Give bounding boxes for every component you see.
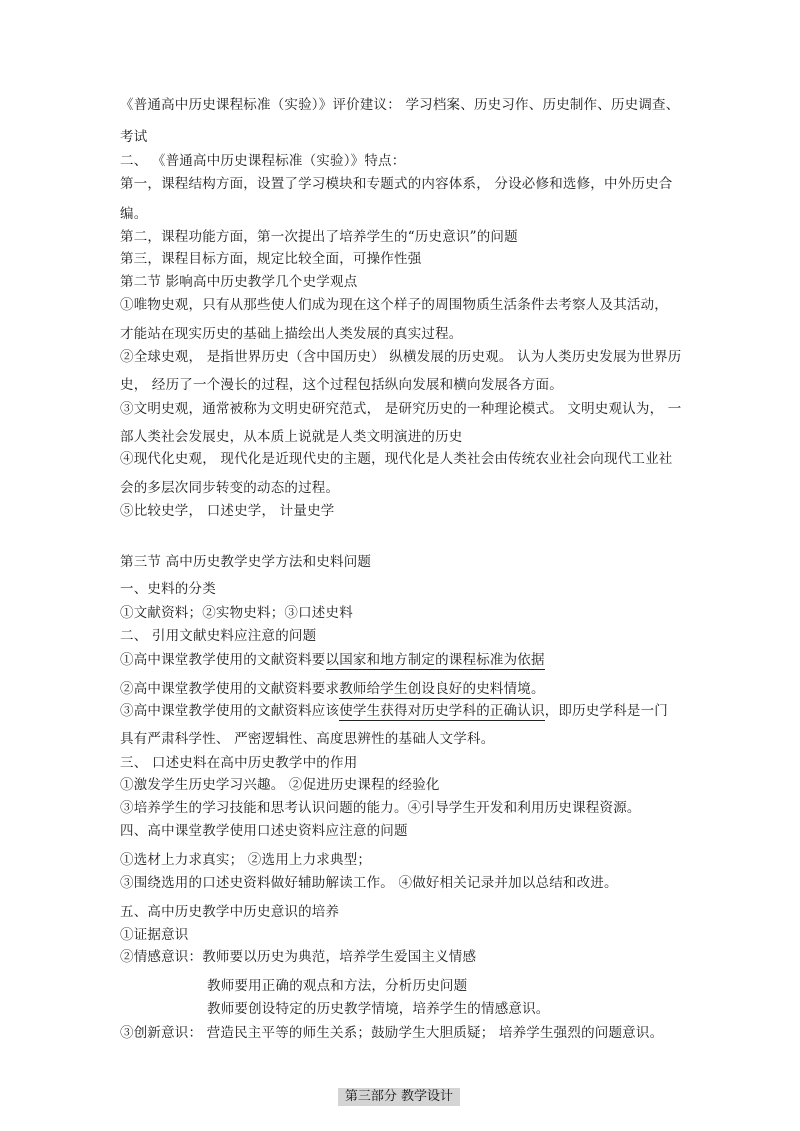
text-line: 考试 (120, 129, 148, 145)
underlined-text: 使学生获得对历史学科的正确认识 (339, 703, 545, 719)
text-line: 二、 引用文献史料应注意的问题 (120, 628, 317, 644)
text-line: 教师要用正确的观点和方法，分析历史问题 (207, 978, 468, 994)
text-line: 第三，课程目标方面，规定比较全面，可操作性强 (120, 251, 422, 267)
section-heading: 二、 《普通高中历史课程标准（实验）》特点： (120, 153, 406, 169)
section-heading: 第二节 影响高中历史教学几个史学观点 (120, 274, 358, 290)
text-line: ④现代化史观， 现代化是近现代史的主题，现代化是人类社会由传统农业社会向现代工业社 (120, 451, 673, 467)
text-line: ②情感意识：教师要以历史为典范，培养学生爱国主义情感 (120, 949, 477, 965)
text-line: ③围绕选用的口述史资料做好辅助解读工作。 ④做好相关记录并加以总结和改进。 (120, 875, 618, 891)
text-line: 三、 口述史料在高中历史教学中的作用 (120, 755, 358, 771)
text-line: ①激发学生历史学习兴趣。 ②促进历史课程的经验化 (120, 777, 440, 793)
text-line: 第二，课程功能方面，第一次提出了培养学生的“历史意识”的问题 (120, 229, 518, 245)
page-footer: 第三部分 教学设计 (344, 1089, 454, 1104)
text-line: 一、史料的分类 (120, 581, 216, 597)
text-line: ①高中课堂教学使用的文献资料要以国家和地方制定的课程标准为依据 (120, 652, 545, 668)
text-line: ①选材上力求真实； ②选用上力求典型； (120, 852, 372, 868)
text-line: ⑤比较史学， 口述史学， 计量史学 (120, 503, 335, 519)
section-heading: 第三节 高中历史教学史学方法和史料问题 (120, 554, 372, 570)
text-line: 才能站在现实历史的基础上描绘出人类发展的真实过程。 (120, 326, 463, 342)
text-line: 史， 经历了一个漫长的过程，这个过程包括纵向发展和横向发展各方面。 (120, 377, 563, 393)
underlined-text: 教师给学生创设良好的史料情境 (339, 681, 532, 697)
text-line: ①文献资料；②实物史料；③口述史料 (120, 605, 353, 621)
text-line: 《普通高中历史课程标准（实验）》评价建议： 学习档案、历史习作、历史制作、历史调查、 (120, 97, 680, 113)
text-line: ③文明史观，通常被称为文明史研究范式， 是研究历史的一种理论模式。 文明史观认为， 一 (120, 401, 682, 417)
text-line: ②全球史观， 是指世界历史（含中国历史） 纵横发展的历史观。 认为人类历史发展为世界历 (120, 349, 682, 365)
text-line: 部人类社会发展史，从本质上说就是人类文明演进的历史 (120, 429, 463, 445)
underlined-text: 以国家和地方制定的课程标准为依据 (325, 652, 545, 668)
text-line: 教师要创设特定的历史教学情境，培养学生的情感意识。 (207, 1001, 550, 1017)
text-line: 四、高中课堂教学使用口述史资料应注意的问题 (120, 823, 408, 839)
text-line: ①唯物史观，只有从那些使人们成为现在这个样子的周围物质生活条件去考察人及其活动， (120, 297, 668, 313)
text-line: ①证据意识 (120, 927, 189, 943)
text-line: 五、高中历史教学中历史意识的培养 (120, 904, 340, 920)
text-line: 会的多层次同步转变的动态的过程。 (120, 480, 340, 496)
text-line: 具有严肃科学性、 严密逻辑性、高度思辨性的基础人文学科。 (120, 731, 495, 747)
text-line: ③高中课堂教学使用的文献资料应该使学生获得对历史学科的正确认识，即历史学科是一门 (120, 703, 669, 719)
text-line: 第一，课程结构方面，设置了学习模块和专题式的内容体系， 分设必修和选修，中外历史合 (120, 176, 673, 192)
text-line: 编。 (120, 206, 148, 222)
text-line: ③培养学生的学习技能和思考认识问题的能力。④引导学生开发和利用历史课程资源。 (120, 800, 641, 816)
text-line: ②高中课堂教学使用的文献资料要求教师给学生创设良好的史料情境。 (120, 681, 545, 697)
text-line: ③创新意识： 营造民主平等的师生关系；鼓励学生大胆质疑； 培养学生强烈的问题意识。 (120, 1025, 664, 1041)
